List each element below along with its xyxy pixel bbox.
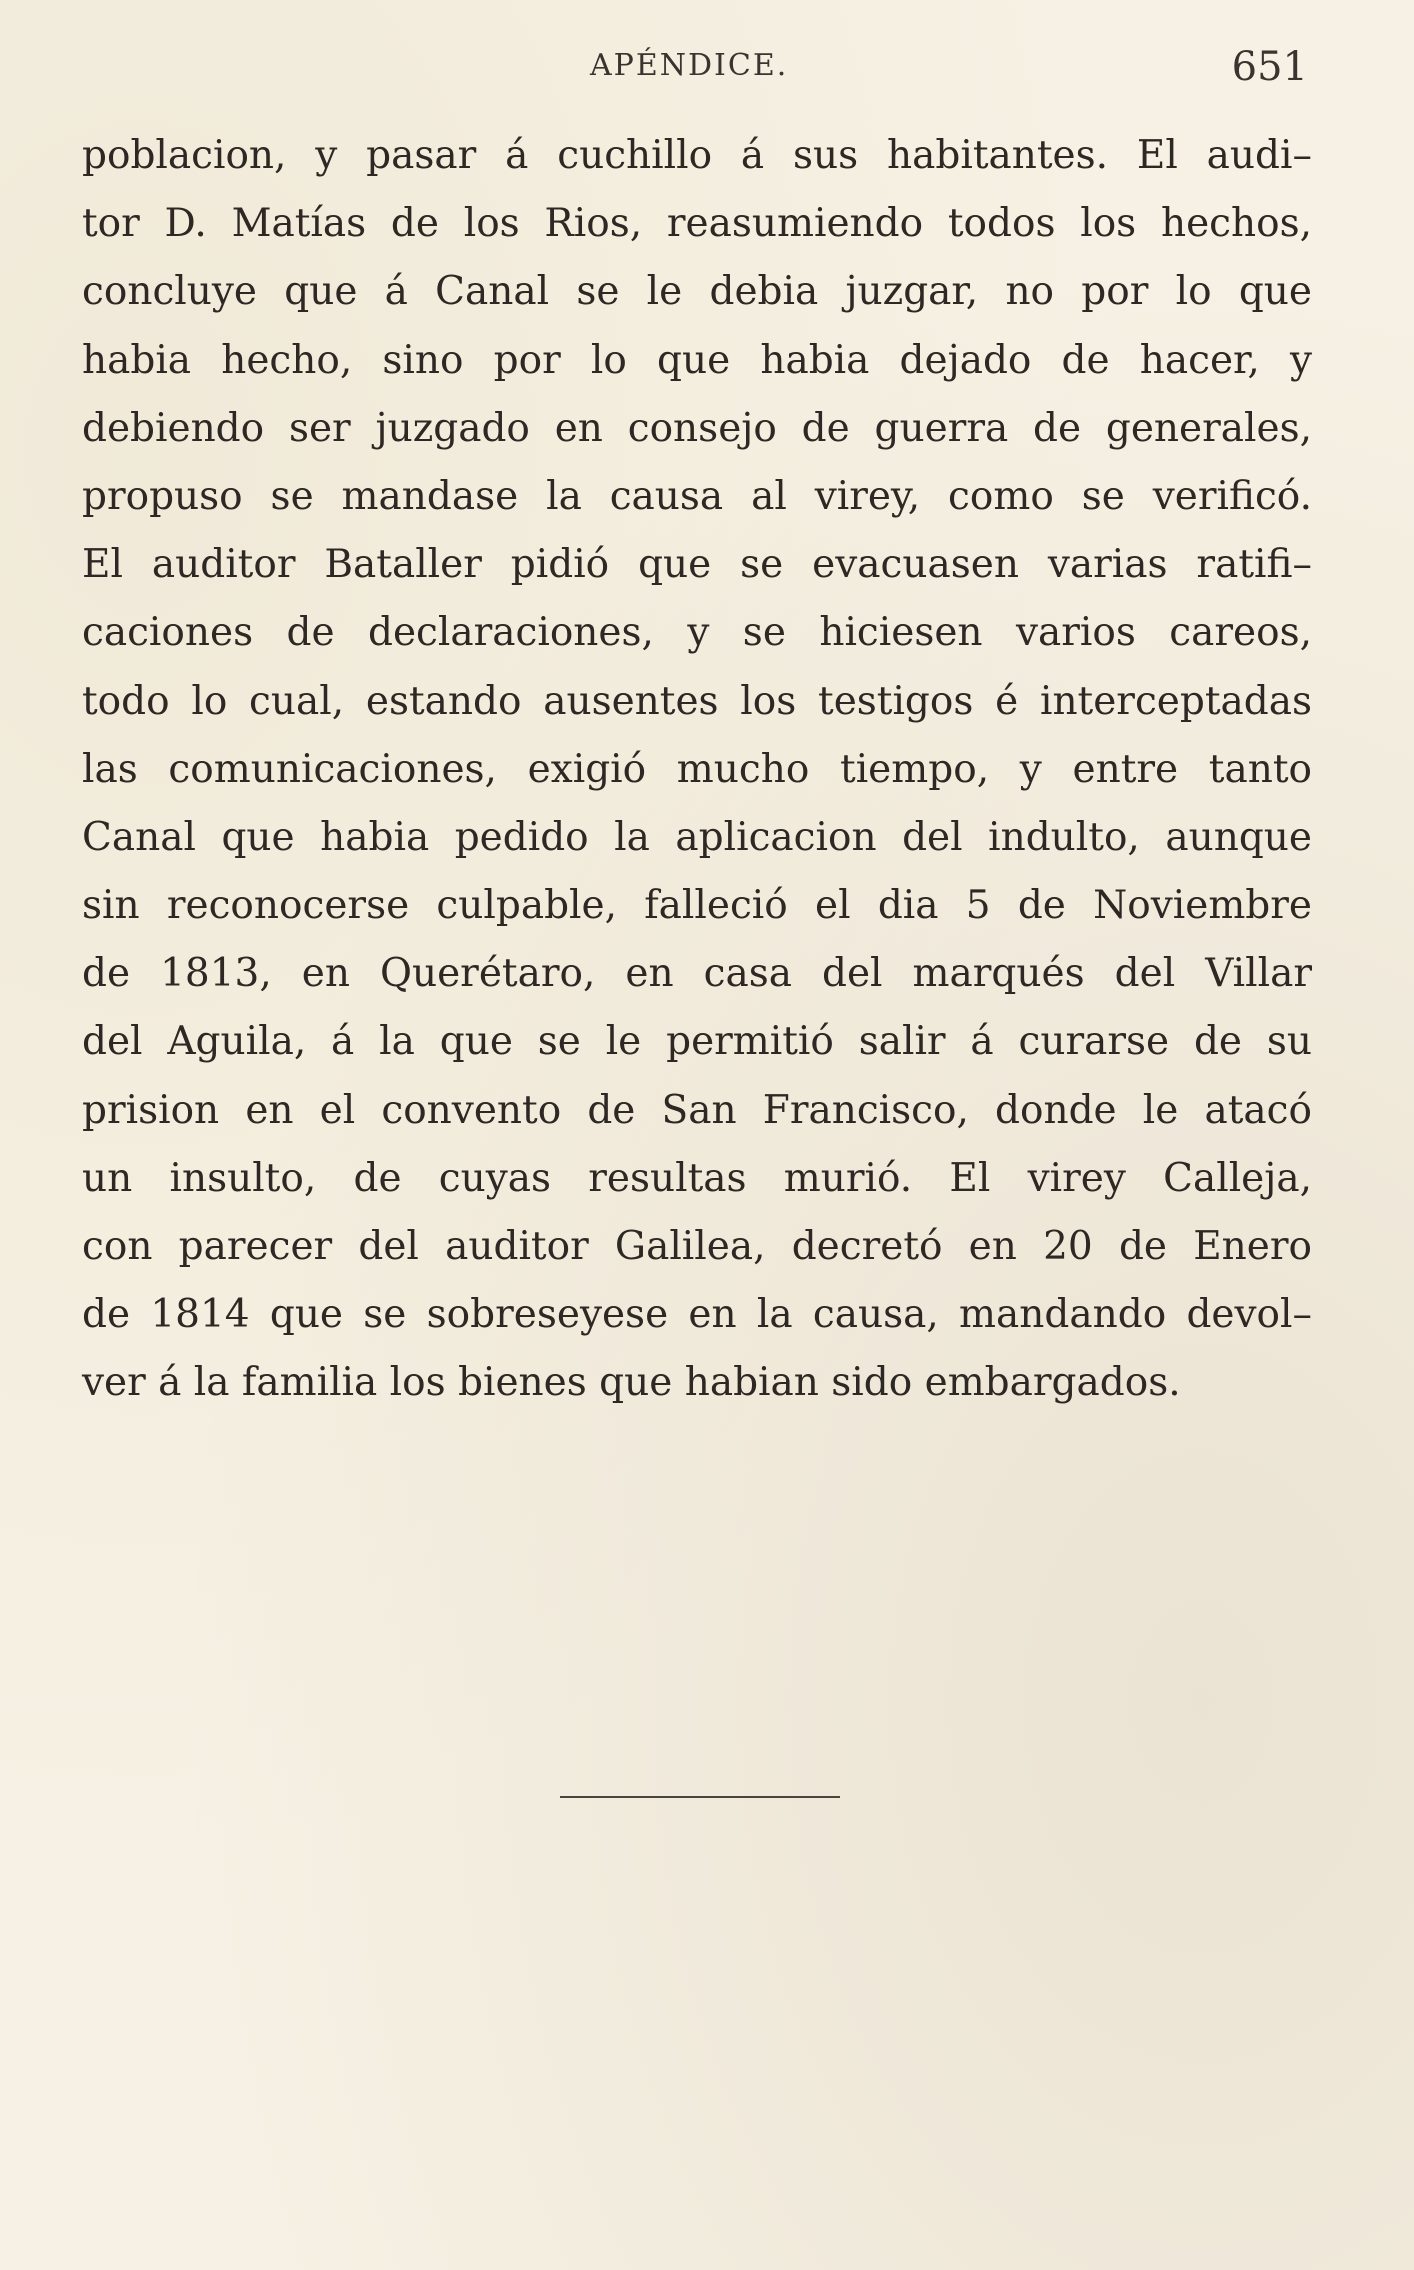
text-line: concluye que á Canal se le debia juzgar, no por lo que (82, 269, 1312, 315)
text-line: tor D. Matías de los Rios, reasumiendo todos los hechos, (82, 201, 1312, 247)
section-end-rule (560, 1796, 840, 1798)
text-line: del Aguila, á la que se le permitió salir á curarse de su (82, 1019, 1312, 1065)
body-text (82, 122, 1312, 1418)
text-line: debiendo ser juzgado en consejo de guerra de generales, (82, 405, 1312, 451)
text-line: habia hecho, sino por lo que habia dejado de hacer, y (82, 337, 1312, 383)
text-line-last: ver á la familia los bienes que habian sido embargados. (82, 1360, 1181, 1406)
text-line: de 1813, en Querétaro, en casa del marqués del Villar (82, 951, 1312, 997)
text-line: propuso se mandase la causa al virey, como se verificó. (82, 473, 1312, 519)
text-line: Canal que habia pedido la aplicacion del indulto, aunque (82, 814, 1312, 860)
text-line: sin reconocerse culpable, falleció el dia 5 de Noviembre (82, 883, 1312, 929)
page-number: 651 (1231, 44, 1308, 90)
text-line: un insulto, de cuyas resultas murió. El virey Calleja, (82, 1155, 1312, 1201)
text-line: caciones de declaraciones, y se hiciesen varios careos, (82, 610, 1312, 656)
text-line: El auditor Bataller pidió que se evacuasen varias ratifi– (82, 542, 1312, 588)
text-line: prision en el convento de San Francisco, donde le atacó (82, 1087, 1312, 1133)
running-head (0, 44, 1414, 108)
text-line: todo lo cual, estando ausentes los testigos é interceptadas (82, 678, 1312, 724)
running-title: APÉNDICE. (590, 48, 789, 83)
text-line: con parecer del auditor Galilea, decretó en 20 de Enero (82, 1224, 1312, 1269)
text-line: las comunicaciones, exigió mucho tiempo, y entre tanto (82, 746, 1312, 792)
text-line: de 1814 que se sobreseyese en la causa, mandando devol– (82, 1292, 1312, 1338)
text-line: poblacion, y pasar á cuchillo á sus habitantes. El audi– (82, 133, 1312, 178)
